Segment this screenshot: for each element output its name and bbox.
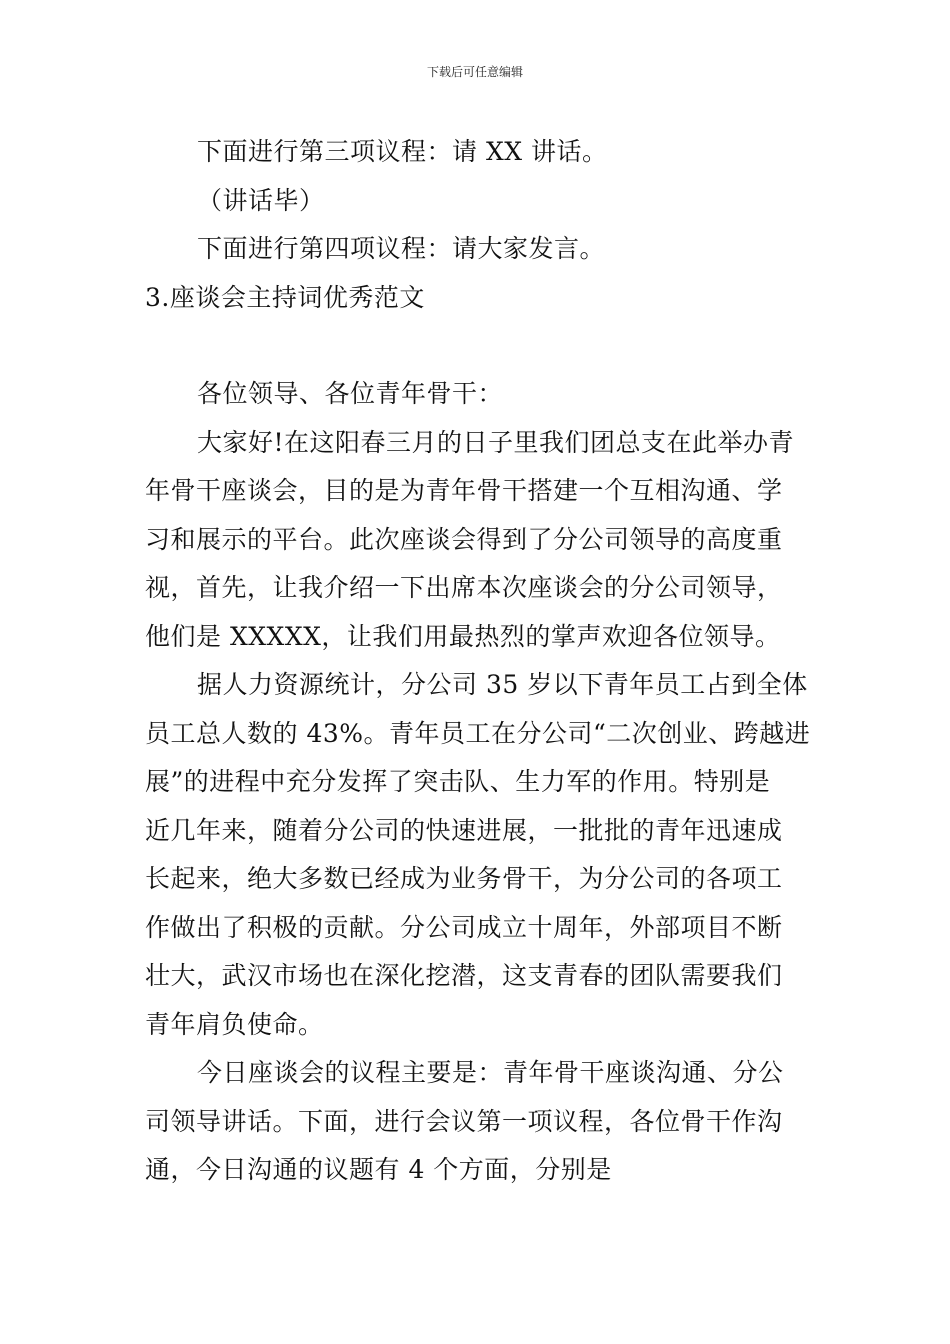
section-heading: 3.座谈会主持词优秀范文 [145,282,425,312]
paragraph-line: 据人力资源统计，分公司 35 岁以下青年员工占到全体 [197,670,808,699]
salutation: 各位领导、各位青年骨干： [197,379,504,408]
paragraph-line: 视，首先，让我介绍一下出席本次座谈会的分公司领导， [145,573,783,602]
paragraph-line: 司领导讲话。下面，进行会议第一项议程，各位骨干作沟 [145,1106,783,1136]
paragraph-line: 青年肩负使命。 [145,1009,324,1039]
paragraph-line: 通，今日沟通的议题有 4 个方面，分别是 [145,1155,612,1184]
paragraph-statistics [145,661,810,1049]
paragraph-line: 壮大，武汉市场也在深化挖潜，这支青春的团队需要我们 [145,961,783,990]
agenda-item-four: 下面进行第四项议程：请大家发言。 [197,234,606,263]
paragraph-line: 今日座谈会的议程主要是：青年骨干座谈沟通、分公 [197,1058,784,1087]
paragraph-line: 年骨干座谈会，目的是为青年骨干搭建一个互相沟通、学 [145,476,783,505]
paragraph-line: 作做出了积极的贡献。分公司成立十周年，外部项目不断 [145,912,783,942]
paragraph-line: 长起来，绝大多数已经成为业务骨干，为分公司的各项工 [145,864,783,893]
speech-end-note: （讲话毕） [197,185,325,215]
paragraph-agenda [145,1049,810,1195]
paragraph-line: 大家好!在这阳春三月的日子里我们团总支在此举办青 [197,427,795,457]
paragraph-line: 展”的进程中充分发挥了突击队、生力军的作用。特别是 [145,767,771,796]
paragraph-line: 习和展示的平台。此次座谈会得到了分公司领导的高度重 [145,524,783,554]
paragraph-line: 员工总人数的 43%。青年员工在分公司“二次创业、跨越进 [145,718,811,748]
paragraph-opening [145,419,810,662]
document-body [145,128,810,1195]
page-header-note: 下载后可任意编辑 [426,65,523,79]
agenda-item-three: 下面进行第三项议程：请 XX 讲话。 [197,137,608,166]
paragraph-line: 近几年来，随着分公司的快速进展，一批批的青年迅速成 [145,815,783,845]
blank-gap [145,322,810,370]
paragraph-line: 他们是 XXXXX，让我们用最热烈的掌声欢迎各位领导。 [145,621,781,651]
